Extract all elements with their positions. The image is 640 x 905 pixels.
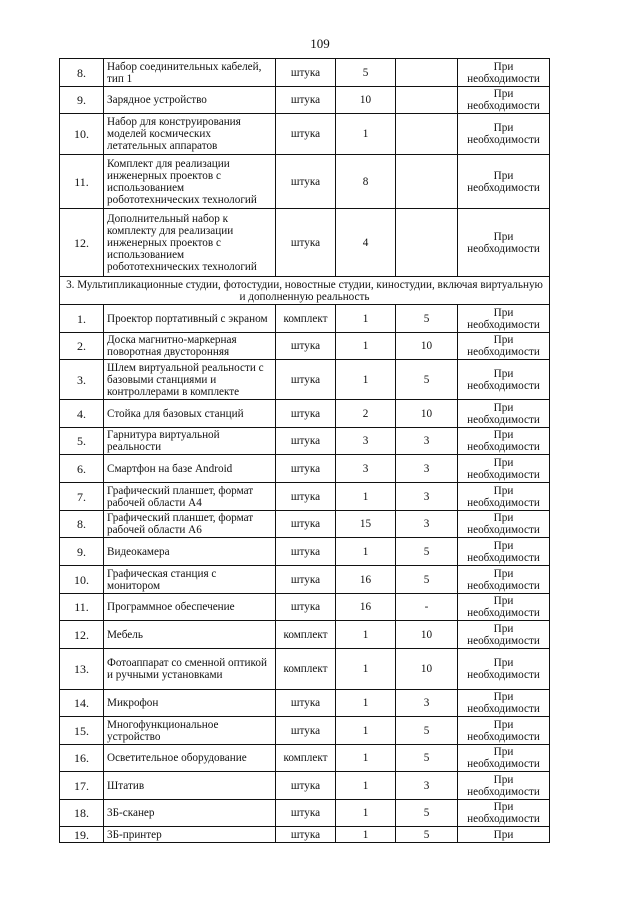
table-row bbox=[60, 400, 550, 428]
cell-q1: 1 bbox=[336, 827, 396, 843]
table-row bbox=[60, 772, 550, 800]
cell-num: 12. bbox=[60, 621, 104, 649]
table-row bbox=[60, 511, 550, 538]
cell-num: 1. bbox=[60, 305, 104, 333]
cell-unit: штука bbox=[276, 800, 336, 827]
table-row bbox=[60, 690, 550, 717]
table-row bbox=[60, 114, 550, 155]
cell-unit: штука bbox=[276, 114, 336, 155]
cell-name: Набор соединительных кабелей, тип 1 bbox=[104, 59, 276, 87]
cell-name: Дополнительный набор к комплекту для реализации инженерных проектов с использованием робототехнических технологий bbox=[104, 209, 276, 277]
cell-q2: 5 bbox=[396, 360, 458, 400]
cell-note: При необходимости bbox=[458, 717, 550, 745]
cell-num: 3. bbox=[60, 360, 104, 400]
cell-q2: 5 bbox=[396, 717, 458, 745]
section-header bbox=[60, 277, 550, 305]
cell-unit: штука bbox=[276, 400, 336, 428]
cell-note: При bbox=[458, 827, 550, 843]
cell-q2: 3 bbox=[396, 455, 458, 483]
cell-q2 bbox=[396, 114, 458, 155]
cell-num: 13. bbox=[60, 649, 104, 690]
cell-unit: штука bbox=[276, 772, 336, 800]
cell-unit: штука bbox=[276, 483, 336, 511]
cell-note: При необходимости bbox=[458, 305, 550, 333]
cell-unit: комплект bbox=[276, 649, 336, 690]
cell-name: Фотоаппарат со сменной оптикой и ручными установками bbox=[104, 649, 276, 690]
cell-note: При необходимости bbox=[458, 209, 550, 277]
cell-q1: 16 bbox=[336, 566, 396, 594]
cell-note: При необходимости bbox=[458, 594, 550, 621]
cell-unit: комплект bbox=[276, 745, 336, 772]
cell-num: 14. bbox=[60, 690, 104, 717]
cell-note: При необходимости bbox=[458, 59, 550, 87]
cell-q1: 15 bbox=[336, 511, 396, 538]
cell-unit: штука bbox=[276, 333, 336, 360]
cell-q2: 5 bbox=[396, 566, 458, 594]
cell-name: Шлем виртуальной реальности с базовыми станциями и контроллерами в комплекте bbox=[104, 360, 276, 400]
cell-note: При необходимости bbox=[458, 455, 550, 483]
cell-note: При необходимости bbox=[458, 772, 550, 800]
cell-unit: штука bbox=[276, 690, 336, 717]
cell-unit: штука bbox=[276, 827, 336, 843]
cell-q2: 5 bbox=[396, 305, 458, 333]
table-row bbox=[60, 538, 550, 566]
cell-unit: комплект bbox=[276, 305, 336, 333]
cell-num: 6. bbox=[60, 455, 104, 483]
cell-note: При необходимости bbox=[458, 155, 550, 209]
cell-name: Графический планшет, формат рабочей области А4 bbox=[104, 483, 276, 511]
cell-q1: 1 bbox=[336, 621, 396, 649]
table-row bbox=[60, 566, 550, 594]
cell-num: 15. bbox=[60, 717, 104, 745]
cell-name: Программное обеспечение bbox=[104, 594, 276, 621]
section-number: 3. bbox=[66, 278, 75, 291]
cell-q1: 5 bbox=[336, 59, 396, 87]
table-row bbox=[60, 455, 550, 483]
cell-q1: 1 bbox=[336, 690, 396, 717]
cell-note: При необходимости bbox=[458, 114, 550, 155]
cell-q1: 3 bbox=[336, 455, 396, 483]
cell-q2: 3 bbox=[396, 690, 458, 717]
cell-note: При необходимости bbox=[458, 87, 550, 114]
table-row bbox=[60, 209, 550, 277]
cell-name: Штатив bbox=[104, 772, 276, 800]
cell-note: При необходимости bbox=[458, 649, 550, 690]
table-row bbox=[60, 717, 550, 745]
cell-q1: 1 bbox=[336, 717, 396, 745]
cell-name: Осветительное оборудование bbox=[104, 745, 276, 772]
cell-q1: 1 bbox=[336, 745, 396, 772]
cell-unit: штука bbox=[276, 717, 336, 745]
cell-num: 7. bbox=[60, 483, 104, 511]
cell-num: 9. bbox=[60, 87, 104, 114]
cell-name: Многофункциональное устройство bbox=[104, 717, 276, 745]
cell-num: 9. bbox=[60, 538, 104, 566]
cell-num: 8. bbox=[60, 59, 104, 87]
cell-unit: штука bbox=[276, 209, 336, 277]
cell-q2 bbox=[396, 59, 458, 87]
table-row bbox=[60, 155, 550, 209]
cell-name: Гарнитура виртуальной реальности bbox=[104, 428, 276, 455]
section-title: Мультипликационные студии, фотостудии, новостные студии, киностудии, включая виртуальную и дополненную реальность bbox=[77, 278, 543, 303]
cell-unit: штука bbox=[276, 360, 336, 400]
cell-q1: 1 bbox=[336, 649, 396, 690]
table-row bbox=[60, 745, 550, 772]
cell-q1: 1 bbox=[336, 772, 396, 800]
cell-unit: штука bbox=[276, 538, 336, 566]
table-row bbox=[60, 428, 550, 455]
cell-name: Проектор портативный с экраном bbox=[104, 305, 276, 333]
cell-note: При необходимости bbox=[458, 745, 550, 772]
cell-note: При необходимости bbox=[458, 800, 550, 827]
cell-q1: 1 bbox=[336, 483, 396, 511]
cell-q1: 1 bbox=[336, 800, 396, 827]
cell-unit: комплект bbox=[276, 621, 336, 649]
cell-q2: 10 bbox=[396, 621, 458, 649]
cell-q2: 10 bbox=[396, 649, 458, 690]
cell-name: Микрофон bbox=[104, 690, 276, 717]
cell-num: 8. bbox=[60, 511, 104, 538]
table-row bbox=[60, 621, 550, 649]
cell-unit: штука bbox=[276, 59, 336, 87]
page-number: 109 bbox=[310, 36, 330, 51]
cell-q2: 5 bbox=[396, 800, 458, 827]
cell-q1: 3 bbox=[336, 428, 396, 455]
cell-num: 10. bbox=[60, 114, 104, 155]
cell-num: 11. bbox=[60, 155, 104, 209]
cell-q2: 3 bbox=[396, 428, 458, 455]
table-row bbox=[60, 594, 550, 621]
equipment-table bbox=[59, 58, 550, 843]
cell-unit: штука bbox=[276, 428, 336, 455]
cell-unit: штука bbox=[276, 87, 336, 114]
cell-note: При необходимости bbox=[458, 483, 550, 511]
cell-q2 bbox=[396, 155, 458, 209]
cell-q1: 1 bbox=[336, 114, 396, 155]
cell-unit: штука bbox=[276, 511, 336, 538]
cell-q2: 10 bbox=[396, 400, 458, 428]
table-row bbox=[60, 800, 550, 827]
cell-name: Комплект для реализации инженерных проектов с использованием робототехнических технологий bbox=[104, 155, 276, 209]
cell-q1: 2 bbox=[336, 400, 396, 428]
table-row bbox=[60, 483, 550, 511]
cell-q2 bbox=[396, 209, 458, 277]
cell-num: 2. bbox=[60, 333, 104, 360]
table-row bbox=[60, 87, 550, 114]
cell-q2: 3 bbox=[396, 483, 458, 511]
cell-name: Смартфон на базе Android bbox=[104, 455, 276, 483]
cell-num: 18. bbox=[60, 800, 104, 827]
cell-note: При необходимости bbox=[458, 566, 550, 594]
cell-unit: штука bbox=[276, 594, 336, 621]
cell-q1: 10 bbox=[336, 87, 396, 114]
cell-q1: 4 bbox=[336, 209, 396, 277]
cell-name: 3Б-принтер bbox=[104, 827, 276, 843]
cell-q2: 5 bbox=[396, 827, 458, 843]
cell-num: 12. bbox=[60, 209, 104, 277]
cell-q1: 1 bbox=[336, 538, 396, 566]
cell-note: При необходимости bbox=[458, 360, 550, 400]
cell-name: Стойка для базовых станций bbox=[104, 400, 276, 428]
cell-q1: 8 bbox=[336, 155, 396, 209]
cell-q2: - bbox=[396, 594, 458, 621]
cell-unit: штука bbox=[276, 455, 336, 483]
cell-name: Графический планшет, формат рабочей области А6 bbox=[104, 511, 276, 538]
cell-num: 17. bbox=[60, 772, 104, 800]
cell-num: 10. bbox=[60, 566, 104, 594]
cell-q1: 1 bbox=[336, 305, 396, 333]
cell-q2 bbox=[396, 87, 458, 114]
cell-name: Набор для конструирования моделей космических летательных аппаратов bbox=[104, 114, 276, 155]
cell-q2: 5 bbox=[396, 745, 458, 772]
table-row bbox=[60, 827, 550, 843]
cell-q1: 16 bbox=[336, 594, 396, 621]
cell-name: Видеокамера bbox=[104, 538, 276, 566]
cell-note: При необходимости bbox=[458, 333, 550, 360]
cell-num: 16. bbox=[60, 745, 104, 772]
cell-note: При необходимости bbox=[458, 621, 550, 649]
cell-name: Доска магнитно-маркерная поворотная двусторонняя bbox=[104, 333, 276, 360]
cell-unit: штука bbox=[276, 566, 336, 594]
cell-note: При необходимости bbox=[458, 400, 550, 428]
table-row bbox=[60, 305, 550, 333]
cell-note: При необходимости bbox=[458, 511, 550, 538]
table-row bbox=[60, 649, 550, 690]
cell-note: При необходимости bbox=[458, 690, 550, 717]
cell-q1: 1 bbox=[336, 333, 396, 360]
section-header-row bbox=[60, 277, 550, 305]
cell-unit: штука bbox=[276, 155, 336, 209]
cell-num: 11. bbox=[60, 594, 104, 621]
cell-name: 3Б-сканер bbox=[104, 800, 276, 827]
cell-num: 4. bbox=[60, 400, 104, 428]
cell-name: Зарядное устройство bbox=[104, 87, 276, 114]
cell-q2: 3 bbox=[396, 772, 458, 800]
cell-num: 5. bbox=[60, 428, 104, 455]
table-row bbox=[60, 333, 550, 360]
cell-name: Графическая станция с монитором bbox=[104, 566, 276, 594]
table-row bbox=[60, 59, 550, 87]
cell-name: Мебель bbox=[104, 621, 276, 649]
cell-q1: 1 bbox=[336, 360, 396, 400]
cell-note: При необходимости bbox=[458, 538, 550, 566]
cell-q2: 10 bbox=[396, 333, 458, 360]
cell-note: При необходимости bbox=[458, 428, 550, 455]
cell-q2: 5 bbox=[396, 538, 458, 566]
table-row bbox=[60, 360, 550, 400]
cell-q2: 3 bbox=[396, 511, 458, 538]
cell-num: 19. bbox=[60, 827, 104, 843]
